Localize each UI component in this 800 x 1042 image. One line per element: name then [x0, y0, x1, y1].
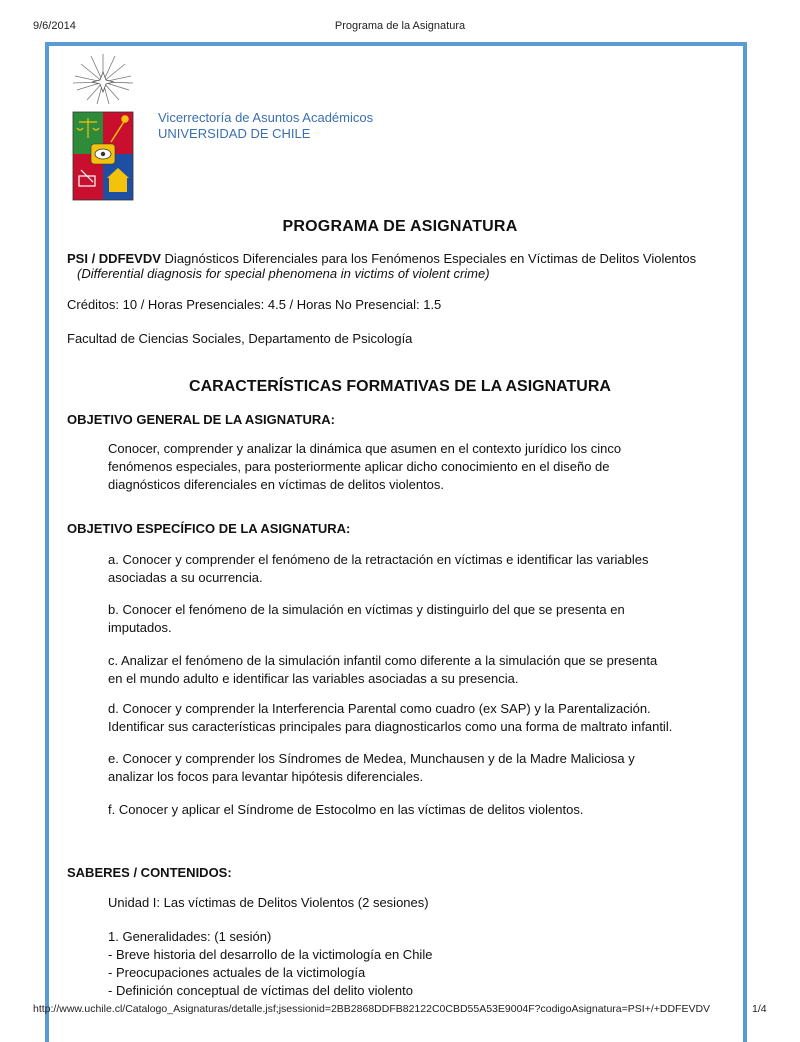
vicerrectoria-link[interactable]: Vicerrectoría de Asuntos Académicos	[158, 110, 374, 125]
text-line: d. Conocer y comprender la Interferencia Parental como cuadro (ex SAP) y la Parentalización.	[108, 701, 651, 716]
specific-objective-c	[108, 652, 708, 688]
text-line: a. Conocer y comprender el fenómeno de la retractación en víctimas e identificar las variables	[108, 552, 649, 567]
university-name-link[interactable]: UNIVERSIDAD DE CHILE	[158, 126, 311, 141]
text-line: asociadas a su ocurrencia.	[108, 570, 263, 585]
specific-objective-b	[108, 601, 708, 637]
faculty-info: Facultad de Ciencias Sociales, Departamento de Psicología	[67, 331, 413, 346]
course-code: PSI / DDFEVDV	[67, 251, 161, 266]
general-objective-text	[108, 440, 708, 494]
page-title: PROGRAMA DE ASIGNATURA	[282, 218, 518, 235]
specific-objective-d	[108, 700, 708, 736]
text-line: diagnósticos diferenciales en víctimas de delitos violentos.	[108, 477, 445, 492]
text-line: fenómenos especiales, para posteriormente aplicar dicho conocimiento en el diseño de	[108, 459, 610, 474]
page-number: 1/4	[752, 1003, 767, 1015]
specific-objective-f	[108, 801, 708, 819]
course-name-english: (Differential diagnosis for special phenomena in victims of violent crime)	[77, 266, 490, 281]
content-frame	[45, 42, 747, 1042]
text-line: analizar los focos para levantar hipótesis diferenciales.	[108, 769, 424, 784]
specific-objective-e	[108, 750, 708, 786]
unit-1-title: Unidad I: Las víctimas de Delitos Violentos (2 sesiones)	[108, 895, 429, 910]
print-page-title: Programa de la Asignatura	[334, 20, 466, 32]
course-name: Diagnósticos Diferenciales para los Fenómenos Especiales en Víctimas de Delitos Violentos	[164, 251, 697, 266]
print-header	[0, 0, 800, 30]
text-line: en el mundo adulto e identificar las variables asociadas a su presencia.	[108, 671, 519, 686]
text-line: b. Conocer el fenómeno de la simulación en víctimas y distinguirlo del que se presenta en	[108, 602, 625, 617]
specific-objective-a	[108, 551, 708, 587]
print-date: 9/6/2014	[33, 20, 76, 32]
list-item: 1. Generalidades: (1 sesión)	[108, 929, 272, 944]
university-crest-logo	[71, 52, 135, 202]
text-line: c. Analizar el fenómeno de la simulación infantil como diferente a la simulación que se presenta	[108, 653, 658, 668]
specific-objective-heading: OBJETIVO ESPECÍFICO DE LA ASIGNATURA:	[67, 521, 351, 536]
credits-info: Créditos: 10 / Horas Presenciales: 4.5 / Horas No Presencial: 1.5	[67, 297, 442, 312]
text-line: Identificar sus características principales para diagnosticarlos como una forma de maltrato infantil.	[108, 719, 673, 734]
section-title: CARACTERÍSTICAS FORMATIVAS DE LA ASIGNATURA	[189, 378, 611, 395]
list-item: - Definición conceptual de víctimas del delito violento	[108, 983, 413, 998]
contents-heading: SABERES / CONTENIDOS:	[67, 865, 232, 880]
unit-1-items	[108, 928, 708, 1000]
text-line: e. Conocer y comprender los Síndromes de Medea, Munchausen y de la Madre Maliciosa y	[108, 751, 635, 766]
course-title-line	[67, 251, 696, 266]
text-line: imputados.	[108, 620, 172, 635]
text-line: f. Conocer y aplicar el Síndrome de Estocolmo en las víctimas de delitos violentos.	[108, 802, 584, 817]
list-item: - Preocupaciones actuales de la victimología	[108, 965, 366, 980]
general-objective-heading: OBJETIVO GENERAL DE LA ASIGNATURA:	[67, 412, 335, 427]
institution-heading	[158, 110, 373, 142]
text-line: Conocer, comprender y analizar la dinámica que asumen en el contexto jurídico los cinco	[108, 441, 622, 456]
print-footer	[0, 1003, 800, 1023]
print-url: http://www.uchile.cl/Catalogo_Asignaturas/detalle.jsf;jsessionid=2BB2868DDFB82122C0CBD55A53E9004F?codigoAsignatura=PSI+/+DDFEVDV	[33, 1003, 711, 1015]
list-item: - Breve historia del desarrollo de la victimología en Chile	[108, 947, 433, 962]
